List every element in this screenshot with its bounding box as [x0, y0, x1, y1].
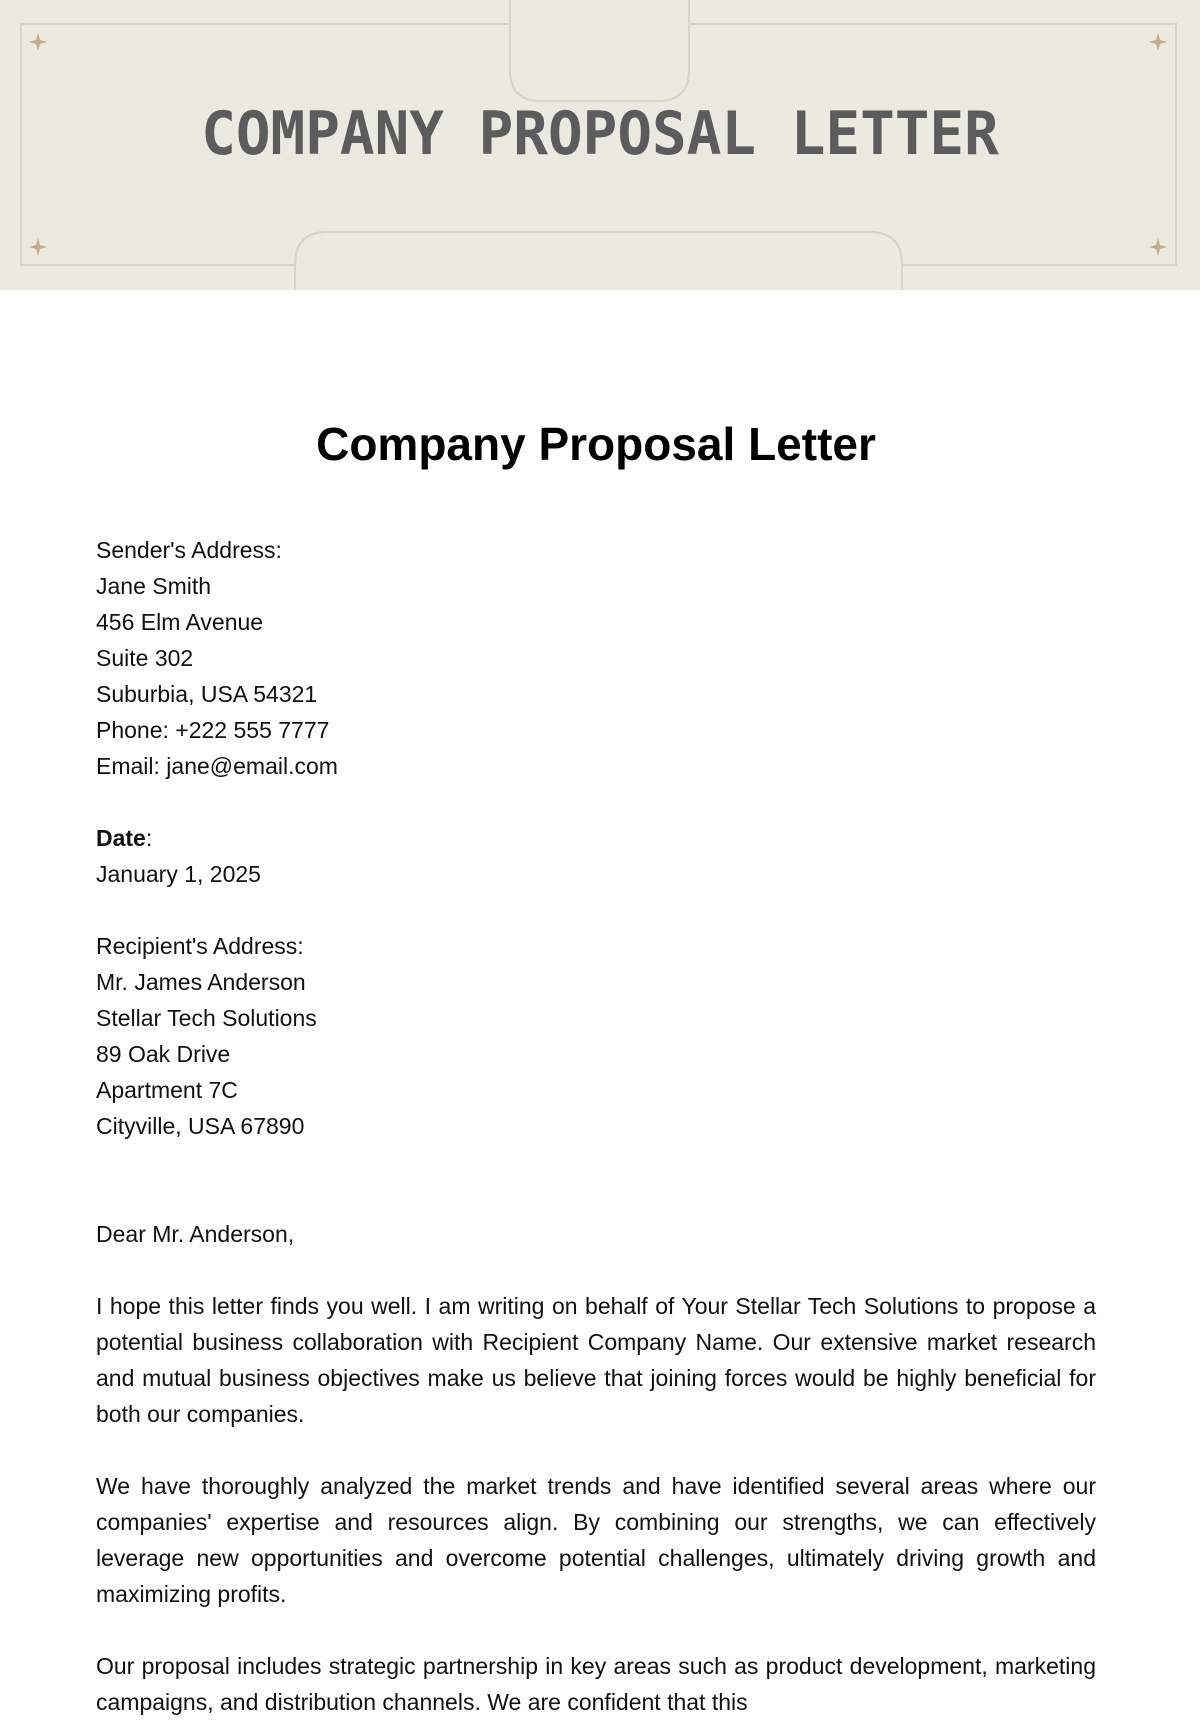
sender-street: 456 Elm Avenue	[96, 609, 264, 635]
recipient-street: 89 Oak Drive	[96, 1041, 231, 1067]
date-value: January 1, 2025	[96, 861, 261, 887]
salutation: Dear Mr. Anderson,	[96, 1221, 295, 1247]
sender-suite: Suite 302	[96, 645, 194, 671]
document-title: Company Proposal Letter	[316, 418, 876, 470]
banner-title: COMPANY PROPOSAL LETTER	[201, 99, 999, 169]
sender-phone: Phone: +222 555 7777	[96, 717, 330, 743]
recipient-city: Cityville, USA 67890	[96, 1113, 305, 1139]
header-banner	[0, 0, 1200, 290]
body-paragraph: We have thoroughly analyzed the market trends and have identified several areas where our companies' expertise and resources align. By combining our strengths, we can effectively leverage new opportunities and overcome potential challenges, ultimately driving growth and maximizing profits.	[96, 1473, 1096, 1607]
star-icon	[29, 33, 47, 51]
star-icon	[1149, 33, 1167, 51]
star-icon	[29, 238, 47, 256]
recipient-company: Stellar Tech Solutions	[96, 1005, 317, 1031]
date-colon: :	[145, 825, 153, 851]
sender-city: Suburbia, USA 54321	[96, 681, 318, 707]
recipient-address-heading: Recipient's Address:	[96, 933, 304, 959]
sender-email: Email: jane@email.com	[96, 753, 338, 779]
body-paragraph: I hope this letter finds you well. I am writing on behalf of Your Stellar Tech Solutions to propose a potential business collaboration with Recipient Company Name. Our extensive market research and mutual business objectives make us believe that joining forces would be highly beneficial for both our companies.	[96, 1293, 1096, 1427]
banner-top-tab	[510, 0, 689, 101]
date-label-line	[96, 820, 1096, 856]
recipient-name: Mr. James Anderson	[96, 969, 306, 995]
recipient-address-block	[96, 928, 1096, 1144]
recipient-apartment: Apartment 7C	[96, 1077, 238, 1103]
sender-address-heading: Sender's Address:	[96, 537, 282, 563]
sender-name: Jane Smith	[96, 573, 212, 599]
banner-bottom-tab	[295, 232, 902, 290]
sender-address-block	[96, 532, 1096, 784]
body-paragraph: Our proposal includes strategic partnership in key areas such as product development, marketing campaigns, and distribution channels. We are confident that this	[96, 1653, 1096, 1715]
date-label: Date	[96, 825, 146, 851]
date-block	[96, 820, 1096, 892]
star-icon	[1149, 238, 1167, 256]
